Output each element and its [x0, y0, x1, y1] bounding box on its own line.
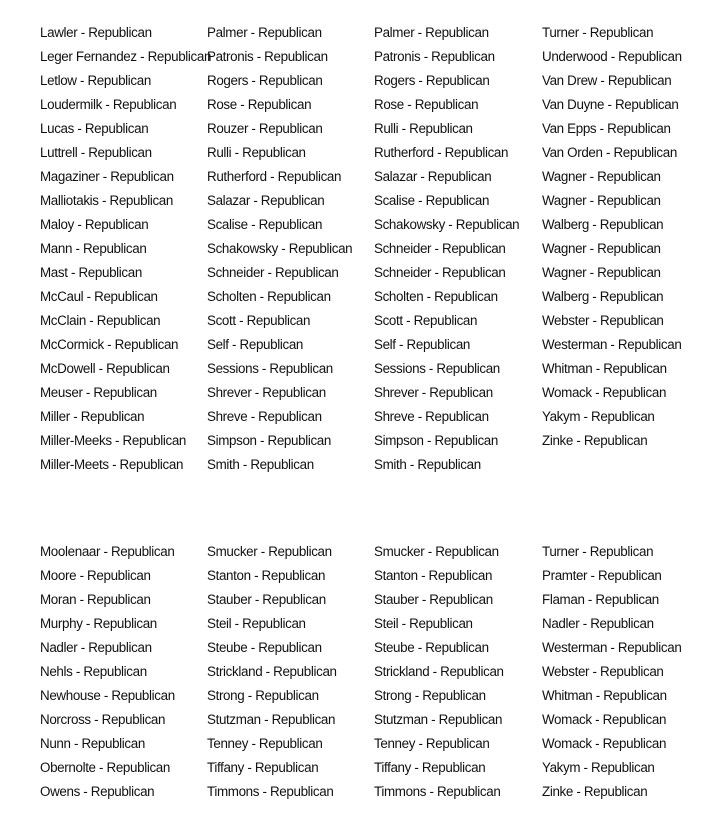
member-entry: Steube - Republican [207, 640, 322, 655]
member-entry: Magaziner - Republican [40, 169, 174, 184]
member-entry: McCaul - Republican [40, 289, 158, 304]
member-entry: Mann - Republican [40, 241, 147, 256]
member-entry: Rose - Republican [374, 97, 479, 112]
member-entry: Rutherford - Republican [374, 145, 509, 160]
member-entry: Patronis - Republican [374, 49, 495, 64]
member-entry: Webster - Republican [542, 664, 664, 679]
member-entry: Palmer - Republican [207, 25, 322, 40]
member-column-3 [374, 540, 544, 804]
member-entry: Zinke - Republican [542, 784, 648, 799]
member-entry: Nehls - Republican [40, 664, 147, 679]
member-entry: Letlow - Republican [40, 73, 151, 88]
member-entry: Shrever - Republican [374, 385, 493, 400]
member-entry: Wagner - Republican [542, 193, 661, 208]
member-entry: Scott - Republican [374, 313, 478, 328]
member-entry: Miller-Meets - Republican [40, 457, 184, 472]
member-entry: Underwood - Republican [542, 49, 682, 64]
member-entry: Moolenaar - Republican [40, 544, 175, 559]
member-entry: Scalise - Republican [374, 193, 490, 208]
member-entry: Stauber - Republican [374, 592, 493, 607]
member-entry: Rogers - Republican [374, 73, 490, 88]
member-entry: Van Epps - Republican [542, 121, 671, 136]
member-entry: Schakowsky - Republican [374, 217, 520, 232]
member-entry: Schakowsky - Republican [207, 241, 353, 256]
member-entry: McCormick - Republican [40, 337, 179, 352]
member-entry: Moran - Republican [40, 592, 151, 607]
member-entry: Rulli - Republican [207, 145, 306, 160]
member-entry: Pramter - Republican [542, 568, 662, 583]
member-column-4 [542, 540, 712, 804]
member-entry: Womack - Republican [542, 712, 667, 727]
member-entry: Strong - Republican [374, 688, 486, 703]
member-column-1 [40, 21, 210, 477]
member-entry: Stanton - Republican [207, 568, 326, 583]
member-entry: Westerman - Republican [542, 640, 682, 655]
member-entry: McDowell - Republican [40, 361, 170, 376]
member-entry: Tenney - Republican [207, 736, 323, 751]
member-entry: Newhouse - Republican [40, 688, 175, 703]
member-entry: Stutzman - Republican [374, 712, 503, 727]
member-entry: Owens - Republican [40, 784, 155, 799]
member-entry: Mast - Republican [40, 265, 142, 280]
member-entry: Luttrell - Republican [40, 145, 152, 160]
member-entry: Schneider - Republican [374, 241, 506, 256]
member-entry: Schneider - Republican [374, 265, 506, 280]
member-entry: Simpson - Republican [207, 433, 331, 448]
member-entry: Simpson - Republican [374, 433, 498, 448]
member-entry: Loudermilk - Republican [40, 97, 177, 112]
member-entry: Turner - Republican [542, 544, 654, 559]
member-entry: Nadler - Republican [40, 640, 152, 655]
member-entry: Shrever - Republican [207, 385, 326, 400]
member-entry: Timmons - Republican [374, 784, 501, 799]
member-entry: Rose - Republican [207, 97, 312, 112]
member-entry: Rogers - Republican [207, 73, 323, 88]
member-entry: Rulli - Republican [374, 121, 473, 136]
member-entry: Miller-Meeks - Republican [40, 433, 187, 448]
member-entry: Shreve - Republican [374, 409, 489, 424]
member-entry: Meuser - Republican [40, 385, 157, 400]
member-entry: Steil - Republican [374, 616, 473, 631]
member-entry: Van Drew - Republican [542, 73, 672, 88]
member-column-1 [40, 540, 210, 804]
member-entry: Van Duyne - Republican [542, 97, 679, 112]
member-column-3 [374, 21, 544, 477]
member-entry: Nadler - Republican [542, 616, 654, 631]
member-entry: Timmons - Republican [207, 784, 334, 799]
member-entry: Turner - Republican [542, 25, 654, 40]
member-entry: Rouzer - Republican [207, 121, 323, 136]
member-entry: Patronis - Republican [207, 49, 328, 64]
member-entry: Sessions - Republican [374, 361, 500, 376]
member-entry: Lucas - Republican [40, 121, 149, 136]
member-entry: Webster - Republican [542, 313, 664, 328]
member-entry: Schneider - Republican [207, 265, 339, 280]
member-entry: Norcross - Republican [40, 712, 166, 727]
member-entry: Womack - Republican [542, 385, 667, 400]
member-entry: Lawler - Republican [40, 25, 152, 40]
member-entry: Nunn - Republican [40, 736, 145, 751]
member-entry: Rutherford - Republican [207, 169, 342, 184]
member-entry: Steube - Republican [374, 640, 489, 655]
member-entry: Zinke - Republican [542, 433, 648, 448]
member-entry: Self - Republican [207, 337, 304, 352]
member-entry: Strickland - Republican [374, 664, 504, 679]
member-column-2 [207, 540, 377, 804]
member-entry: Walberg - Republican [542, 289, 664, 304]
member-entry: Smith - Republican [207, 457, 314, 472]
member-entry: Wagner - Republican [542, 265, 661, 280]
member-entry: Wagner - Republican [542, 169, 661, 184]
member-entry: Westerman - Republican [542, 337, 682, 352]
member-entry: Tiffany - Republican [374, 760, 486, 775]
member-entry: Smucker - Republican [374, 544, 499, 559]
member-entry: Strong - Republican [207, 688, 319, 703]
member-entry: Whitman - Republican [542, 688, 667, 703]
member-entry: Yakym - Republican [542, 409, 655, 424]
member-entry: Obernolte - Republican [40, 760, 171, 775]
member-entry: Scholten - Republican [374, 289, 498, 304]
member-entry: Steil - Republican [207, 616, 306, 631]
member-entry: Self - Republican [374, 337, 471, 352]
member-entry: Strickland - Republican [207, 664, 337, 679]
member-entry: Van Orden - Republican [542, 145, 677, 160]
member-entry: Miller - Republican [40, 409, 145, 424]
member-entry: Flaman - Republican [542, 592, 659, 607]
member-entry: McClain - Republican [40, 313, 161, 328]
member-entry: Leger Fernandez - Republican [40, 49, 212, 64]
member-entry: Salazar - Republican [374, 169, 492, 184]
member-entry: Stanton - Republican [374, 568, 493, 583]
member-entry: Tenney - Republican [374, 736, 490, 751]
member-entry: Maloy - Republican [40, 217, 149, 232]
member-entry: Murphy - Republican [40, 616, 157, 631]
member-entry: Palmer - Republican [374, 25, 489, 40]
member-entry: Scholten - Republican [207, 289, 331, 304]
member-entry: Shreve - Republican [207, 409, 322, 424]
member-entry: Malliotakis - Republican [40, 193, 174, 208]
member-column-2 [207, 21, 377, 477]
member-entry: Salazar - Republican [207, 193, 325, 208]
member-entry: Stauber - Republican [207, 592, 326, 607]
member-entry: Tiffany - Republican [207, 760, 319, 775]
member-entry: Moore - Republican [40, 568, 151, 583]
member-entry: Scalise - Republican [207, 217, 323, 232]
member-entry: Whitman - Republican [542, 361, 667, 376]
member-entry: Yakym - Republican [542, 760, 655, 775]
member-entry: Stutzman - Republican [207, 712, 336, 727]
member-entry: Womack - Republican [542, 736, 667, 751]
member-column-4 [542, 21, 712, 453]
member-entry: Sessions - Republican [207, 361, 333, 376]
member-entry: Walberg - Republican [542, 217, 664, 232]
member-entry: Smucker - Republican [207, 544, 332, 559]
member-entry: Scott - Republican [207, 313, 311, 328]
member-entry: Wagner - Republican [542, 241, 661, 256]
member-entry: Smith - Republican [374, 457, 481, 472]
